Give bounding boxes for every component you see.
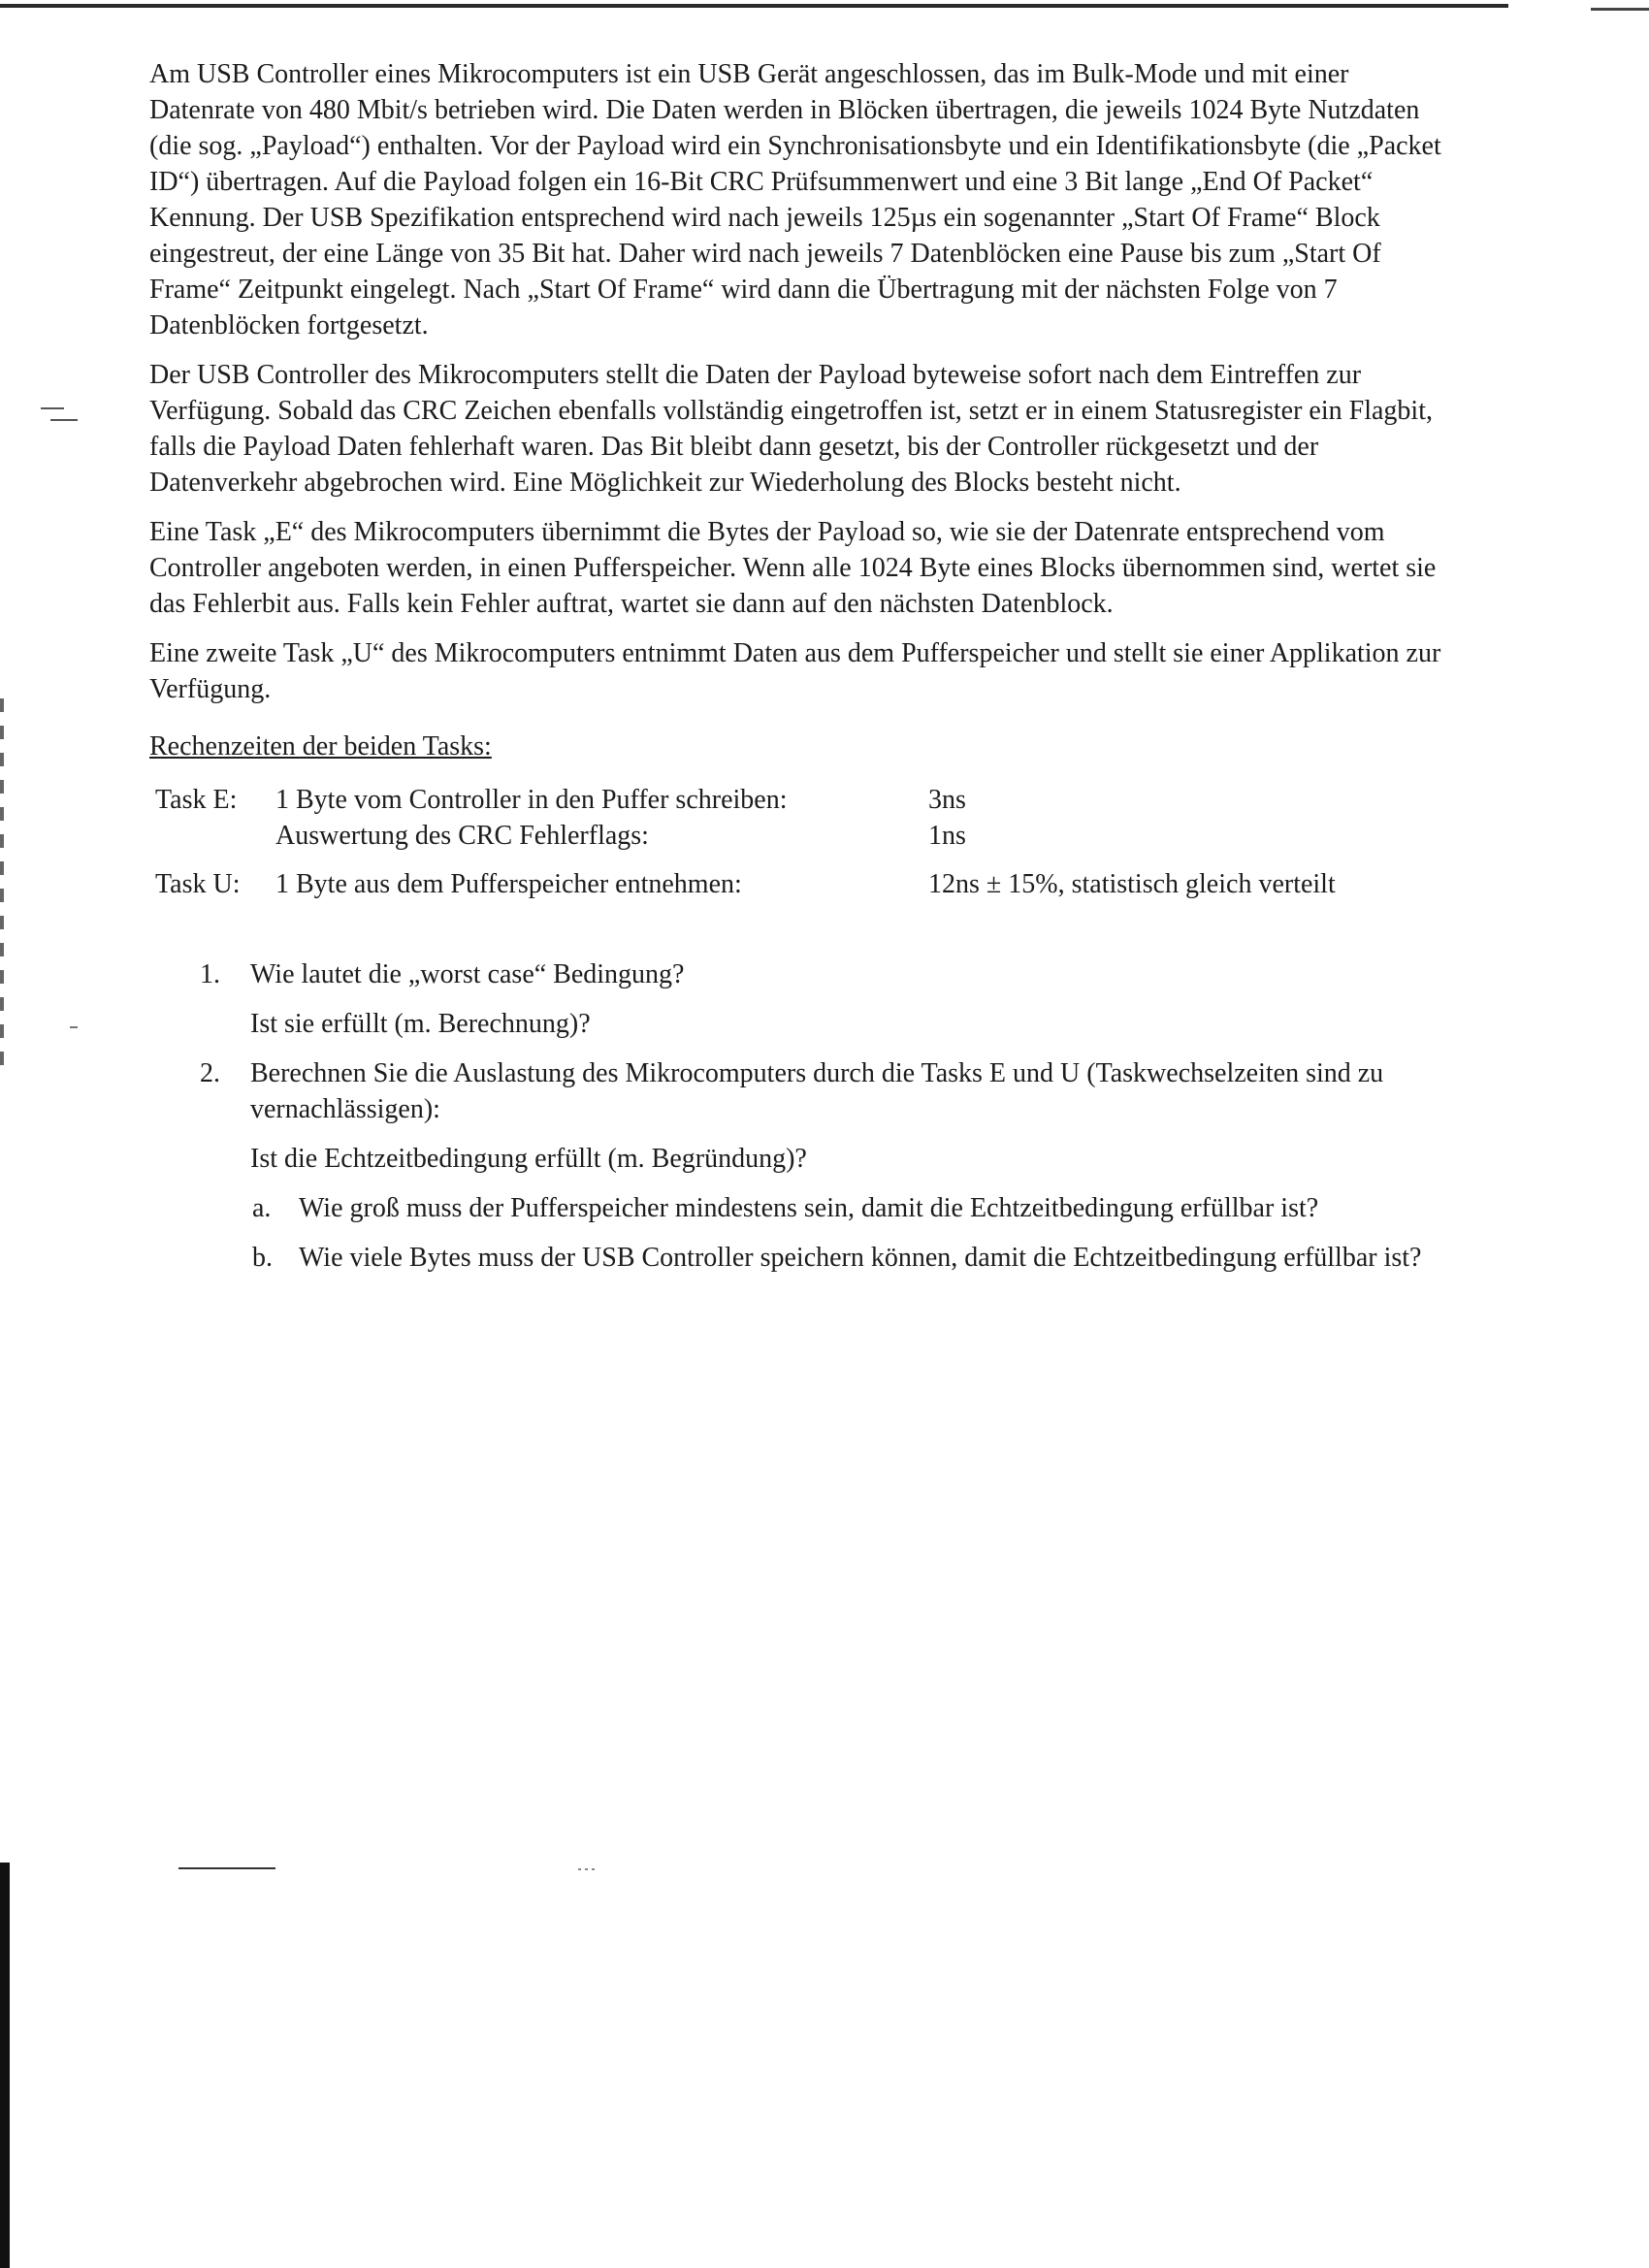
task-description: 1 Byte vom Controller in den Puffer schreiben: — [275, 785, 788, 815]
paragraph-usb-setup: Am USB Controller eines Mikrocomputers ist ein USB Gerät angeschlossen, das im Bulk-Mode und mit einer Datenrate von 480 Mbit/s betrieben wird. Die Daten werden in Blöcken übertragen, die jeweils 1024 Byte Nutzdaten (die sog. „Payload“) enthalten. Vor der Payload wird ein Synchronisationsbyte und ein Identifikationsbyte (die „Packet ID“) übertragen. Auf die Payload folgen ein 16-Bit CRC Prüfsummenwert und eine 3 Bit lange „End Of Packet“ Kennung. Der USB Spezifikation entsprechend wird nach jeweils 125µs ein sogenannter „Start Of Frame“ Block eingestreut, der eine Länge von 35 Bit hat. Daher wird nach jeweils 7 Datenblöcken eine Pause bis zum „Start Of Frame“ Zeitpunkt eingelegt. Nach „Start Of Frame“ wird dann die Übertragung mit der nächsten Folge von 7 Datenblöcken fortgesetzt. — [149, 59, 1441, 340]
scan-margin-mark — [70, 1026, 78, 1028]
subquestion-letter: a. — [252, 1193, 272, 1223]
task-time: 1ns — [928, 821, 966, 851]
scan-margin-mark — [50, 419, 78, 421]
subquestion-item — [250, 1240, 1455, 1276]
scan-left-dashed-edge — [0, 698, 4, 1077]
task-description: 1 Byte aus dem Pufferspeicher entnehmen: — [275, 869, 742, 899]
task-name — [155, 818, 275, 854]
scan-top-border-line — [0, 4, 1508, 8]
subquestion-text: Wie groß muss der Pufferspeicher mindestens sein, damit die Echtzeitbedingung erfüllbar ist? — [299, 1193, 1319, 1223]
task-row — [155, 818, 1336, 854]
question-text: Ist sie erfüllt (m. Berechnung)? — [250, 1009, 591, 1039]
task-description: Auswertung des CRC Fehlerflags: — [275, 821, 649, 851]
question-text: Wie lautet die „worst case“ Bedingung? — [250, 959, 685, 989]
section-title-compute-times: Rechenzeiten der beiden Tasks: — [149, 731, 492, 761]
question-item — [149, 1055, 1455, 1276]
task-time: 3ns — [928, 785, 966, 815]
task-name: Task E: — [155, 785, 238, 815]
scan-bottom-dots — [578, 1868, 596, 1870]
subquestion-letter: b. — [252, 1243, 273, 1273]
subquestion-item — [250, 1190, 1455, 1226]
task-times-table — [155, 782, 1336, 902]
question-number: 1. — [200, 959, 220, 989]
task-row — [155, 782, 1336, 818]
subquestion-text: Wie viele Bytes muss der USB Controller speichern können, damit die Echtzeitbedingung erfüllbar ist? — [299, 1243, 1422, 1273]
scan-bottom-rule — [178, 1867, 275, 1869]
paragraph-task-u: Eine zweite Task „U“ des Mikrocomputers entnimmt Daten aus dem Pufferspeicher und stellt sie einer Applikation zur Verfügung. — [149, 638, 1441, 704]
question-item — [149, 956, 1455, 1042]
question-list — [149, 956, 1455, 1276]
task-name: Task U: — [155, 869, 241, 899]
paragraph-controller: Der USB Controller des Mikrocomputers stellt die Daten der Payload byteweise sofort nach dem Eintreffen zur Verfügung. Sobald das CRC Zeichen ebenfalls vollständig eingetroffen ist, setzt er in einem Statusregister ein Flagbit, falls die Payload Daten fehlerhaft waren. Das Bit bleibt dann gesetzt, bis der Controller rückgesetzt und der Datenverkehr abgebrochen wird. Eine Möglichkeit zur Wiederholung des Blocks besteht nicht. — [149, 360, 1433, 498]
paragraph-task-e: Eine Task „E“ des Mikrocomputers übernimmt die Bytes der Payload so, wie sie der Datenrate entsprechend vom Controller angeboten werden, in einen Pufferspeicher. Wenn alle 1024 Byte eines Blocks übernommen sind, wertet sie das Fehlerbit aus. Falls kein Fehler auftrat, wartet sie dann auf den nächsten Datenblock. — [149, 517, 1437, 619]
task-row — [155, 854, 1336, 902]
task-time: 12ns ± 15%, statistisch gleich verteilt — [928, 869, 1336, 899]
question-number: 2. — [200, 1058, 220, 1088]
scan-margin-mark — [41, 407, 64, 409]
question-text: Ist die Echtzeitbedingung erfüllt (m. Begründung)? — [250, 1144, 807, 1174]
scan-top-border-fragment — [1591, 8, 1649, 11]
question-text: Berechnen Sie die Auslastung des Mikrocomputers durch die Tasks E und U (Taskwechselzeiten sind zu vernachlässigen): — [250, 1058, 1384, 1124]
scan-left-dark-edge — [0, 1863, 10, 2268]
document-body — [149, 56, 1455, 1289]
